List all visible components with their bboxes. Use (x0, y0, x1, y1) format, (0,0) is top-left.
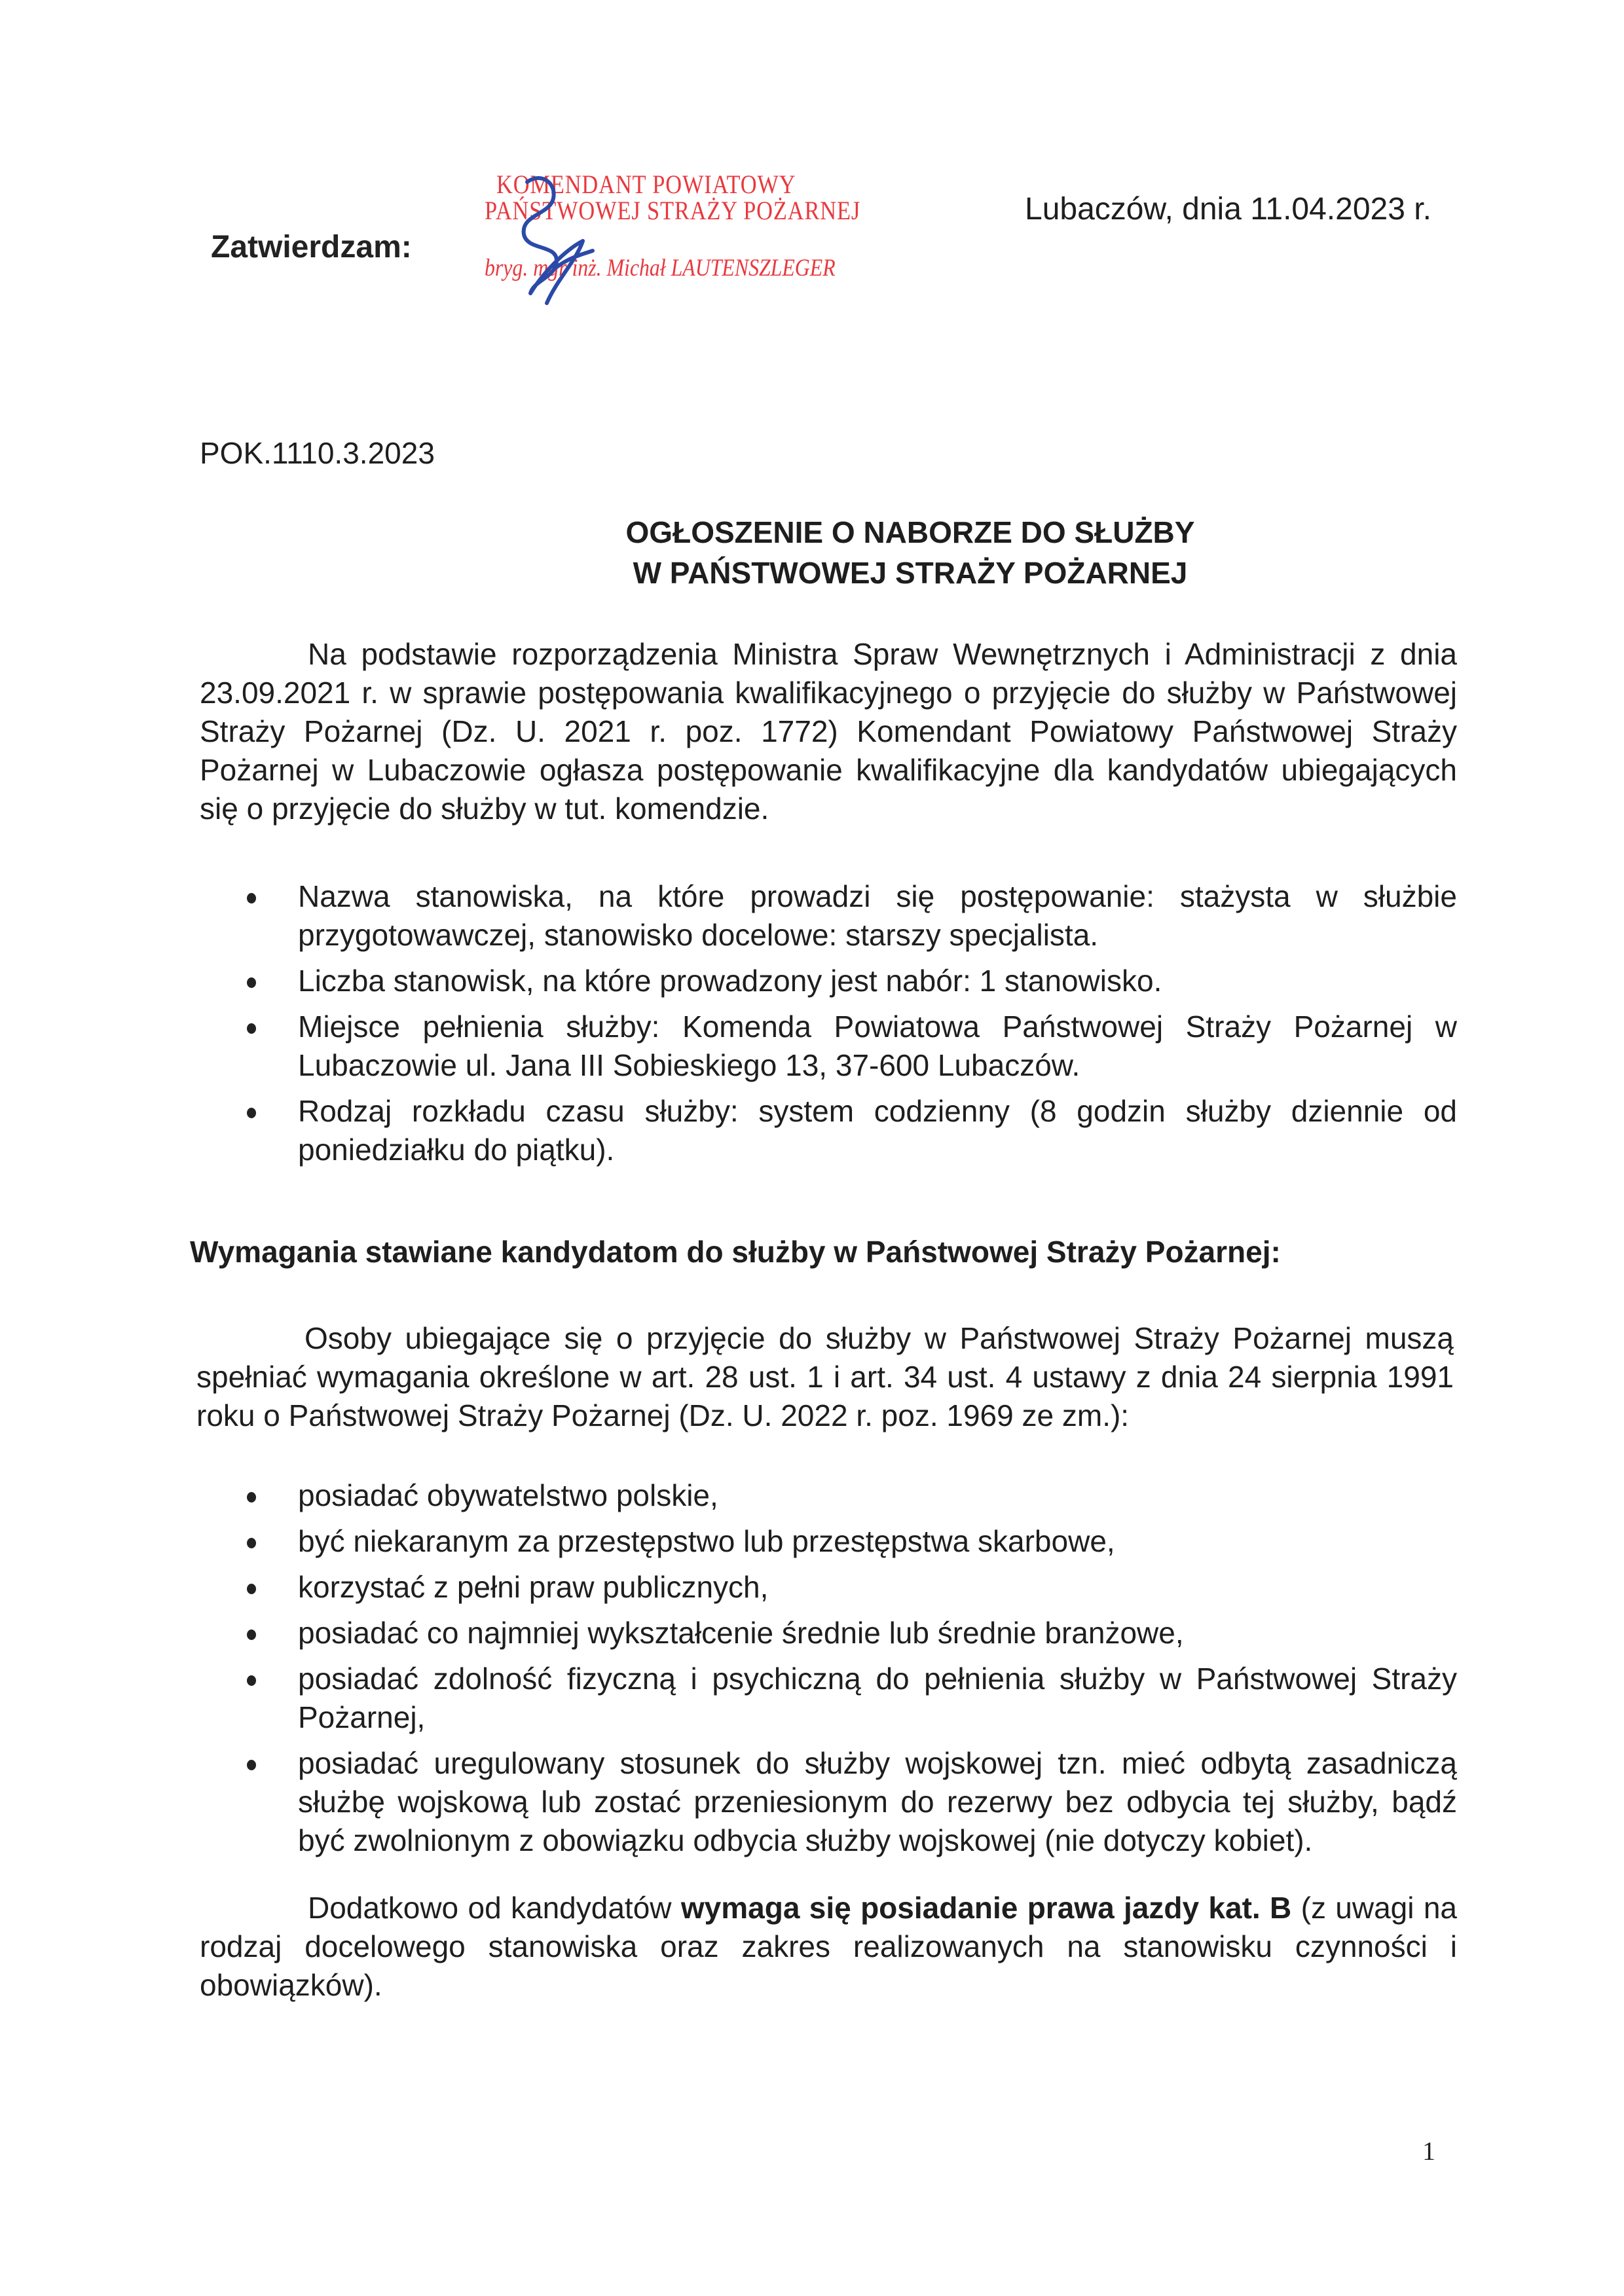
page-number: 1 (1422, 2136, 1435, 2166)
document-title (0, 512, 1624, 593)
bullet-icon (247, 1675, 256, 1686)
list-item-text: być niekaranym za przestępstwo lub przestępstwa skarbowe, (298, 1524, 1115, 1558)
list-item-text: Liczba stanowisk, na które prowadzony jest nabór: 1 stanowisko. (298, 964, 1162, 998)
list-item-text: posiadać uregulowany stosunek do służby wojskowej tzn. mieć odbytą zasadniczą służbę wojskową lub zostać przeniesionym do rezerwy bez odbycia tej służby, bądź być zwolnionym z obowiązku odbycia służby wojskowej (nie dotyczy kobiet). (298, 1746, 1457, 1857)
list-item-text: posiadać zdolność fizyczną i psychiczną do pełnienia służby w Państwowej Straży Pożarnej, (298, 1662, 1457, 1734)
list-item-text: posiadać obywatelstwo polskie, (298, 1478, 718, 1512)
intro-paragraph (200, 635, 1457, 828)
title-line-2: W PAŃSTWOWEJ STRAŻY POŻARNEJ (633, 556, 1188, 590)
bullet-icon (247, 977, 256, 988)
list-item (200, 1476, 1457, 1515)
position-details-list (200, 877, 1457, 1176)
requirements-heading: Wymagania stawiane kandydatom do służby w Państwowej Straży Pożarnej: (190, 1235, 1281, 1269)
bullet-icon (247, 1538, 256, 1548)
bullet-icon (247, 1760, 256, 1770)
approval-label: Zatwierdzam: (211, 230, 412, 264)
list-item-text: Nazwa stanowiska, na które prowadzi się postępowanie: stażysta w służbie przygotowawczej, stanowisko docelowe: starszy specjalista. (298, 879, 1457, 952)
bullet-icon (247, 1108, 256, 1118)
additional-requirement-paragraph (200, 1889, 1457, 2005)
bullet-icon (247, 1023, 256, 1034)
list-item (200, 1744, 1457, 1860)
list-item (200, 1008, 1457, 1085)
stamp-line-institution: PAŃSTWOWEJ STRAŻY POŻARNEJ (485, 196, 861, 225)
requirements-intro-paragraph (196, 1319, 1454, 1435)
list-item (200, 1660, 1457, 1737)
bullet-icon (247, 1630, 256, 1640)
additional-text-before: Dodatkowo od kandydatów (308, 1891, 681, 1925)
stamp-line-name: bryg. mgr inż. Michał LAUTENSZLEGER (485, 255, 836, 282)
additional-text-bold: wymaga się posiadanie prawa jazdy kat. B (680, 1891, 1292, 1925)
list-item (200, 1522, 1457, 1561)
requirements-intro-text: Osoby ubiegające się o przyjęcie do służby w Państwowej Straży Pożarnej muszą spełniać wymagania określone w art. 28 ust. 1 i art. 34 ust. 4 ustawy z dnia 24 sierpnia 1991 roku o Państwowej Straży Pożarnej (Dz. U. 2022 r. poz. 1969 ze zm.): (196, 1321, 1454, 1432)
requirements-list (200, 1476, 1457, 1867)
list-item-text: Miejsce pełnienia służby: Komenda Powiatowa Państwowej Straży Pożarnej w Lubaczowie ul. Jana III Sobieskiego 13, 37-600 Lubaczów. (298, 1010, 1457, 1082)
list-item-text: posiadać co najmniej wykształcenie średnie lub średnie branżowe, (298, 1616, 1184, 1650)
list-item (200, 1092, 1457, 1169)
list-item (200, 962, 1457, 1000)
intro-text: Na podstawie rozporządzenia Ministra Spraw Wewnętrznych i Administracji z dnia 23.09.2021 r. w sprawie postępowania kwalifikacyjnego o przyjęcie do służby w Państwowej Straży Pożarnej (Dz. U. 2021 r. poz. 1772) Komendant Powiatowy Państwowej Straży Pożarnej w Lubaczowie ogłasza postępowanie kwalifikacyjne dla kandydatów ubiegających się o przyjęcie do służby w tut. komendzie. (200, 637, 1457, 826)
additional-text-after: (z uwagi na rodzaj docelowego stanowiska oraz zakres realizowanych na stanowisku czynności i obowiązków). (200, 1891, 1458, 2002)
list-item-text: Rodzaj rozkładu czasu służby: system codzienny (8 godzin służby dziennie od poniedziałku do piątku). (298, 1094, 1457, 1167)
title-line-1: OGŁOSZENIE O NABORZE DO SŁUŻBY (625, 515, 1195, 549)
list-item (200, 1614, 1457, 1652)
bullet-icon (247, 1584, 256, 1594)
reference-number: POK.1110.3.2023 (200, 436, 435, 470)
place-and-date: Lubaczów, dnia 11.04.2023 r. (1025, 192, 1431, 227)
handwritten-signature (458, 169, 861, 306)
list-item-text: korzystać z pełni praw publicznych, (298, 1570, 769, 1604)
bullet-icon (247, 1492, 256, 1503)
official-stamp (458, 169, 861, 300)
bullet-icon (247, 893, 256, 903)
stamp-line-title: KOMENDANT POWIATOWY (496, 170, 796, 199)
list-item (200, 877, 1457, 955)
list-item (200, 1568, 1457, 1607)
